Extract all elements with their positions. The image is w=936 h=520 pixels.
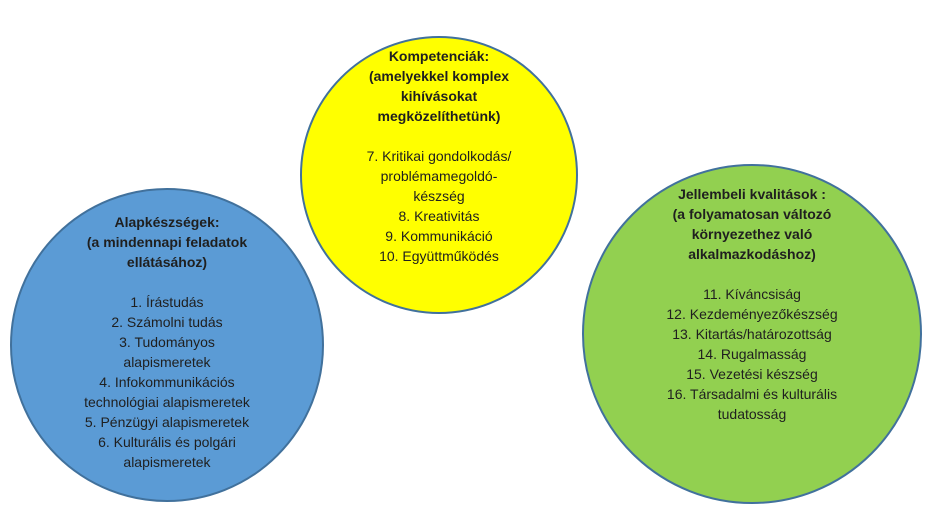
heading-line: megközelíthetünk) (377, 108, 501, 124)
item-line: 15. Vezetési készség (686, 366, 818, 382)
heading-line: (a mindennapi feladatok (86, 234, 248, 250)
list-item (367, 246, 512, 266)
basic-skills-circle (10, 188, 324, 502)
item-line: 8. Kreativitás (398, 208, 480, 224)
heading-line: Jellembeli kvalitások : (678, 186, 826, 202)
item-line: 6. Kulturális és polgári (98, 434, 236, 450)
item-line: 13. Kitartás/határozottság (672, 326, 832, 342)
item-line: technológiai alapismeretek (84, 394, 250, 410)
item-line: 9. Kommunikáció (385, 228, 493, 244)
item-line: 16. Társadalmi és kulturális (666, 386, 838, 402)
item-line: 1. Írástudás (130, 294, 204, 310)
list-item (367, 206, 512, 226)
item-line: 12. Kezdeményezőkészség (666, 306, 838, 322)
list-item (666, 324, 837, 344)
heading-line: alkalmazkodáshoz) (688, 246, 816, 262)
list-item (666, 364, 837, 384)
list-item (367, 226, 512, 246)
heading-line: ellátásához) (126, 254, 208, 270)
list-item (84, 432, 250, 472)
basic-skills-heading (87, 212, 247, 272)
heading-line: (amelyekkel komplex (368, 68, 510, 84)
item-line: 11. Kíváncsiság (703, 286, 801, 302)
item-line: tudatosság (717, 406, 787, 422)
heading-line: (a folyamatosan változó (672, 206, 832, 222)
competencies-list (367, 146, 512, 266)
item-line: 5. Pénzügyi alapismeretek (84, 414, 250, 430)
competencies-circle (300, 36, 578, 314)
list-item (84, 332, 250, 372)
list-item (666, 304, 837, 324)
basic-skills-list (84, 292, 250, 472)
character-qualities-list (666, 284, 837, 424)
item-line: alapismeretek (123, 354, 211, 370)
character-qualities-heading (673, 184, 832, 264)
item-line: alapismeretek (123, 454, 211, 470)
list-item (84, 412, 250, 432)
competencies-heading (369, 46, 509, 126)
list-item (666, 344, 837, 364)
item-line: problémamegoldó- (380, 168, 498, 184)
list-item (367, 146, 512, 206)
heading-line: környezethez való (691, 226, 813, 242)
item-line: 4. Infokommunikációs (99, 374, 235, 390)
item-line: 7. Kritikai gondolkodás/ (366, 148, 512, 164)
heading-line: Alapkészségek: (114, 214, 220, 230)
character-qualities-circle (582, 164, 922, 504)
item-line: 3. Tudományos (119, 334, 215, 350)
item-line: készség (413, 188, 465, 204)
list-item (666, 284, 837, 304)
heading-line: Kompetenciák: (388, 48, 490, 64)
list-item (84, 312, 250, 332)
list-item (666, 384, 837, 424)
list-item (84, 372, 250, 412)
list-item (84, 292, 250, 312)
item-line: 2. Számolni tudás (111, 314, 223, 330)
item-line: 10. Együttműködés (379, 248, 499, 264)
item-line: 14. Rugalmasság (697, 346, 807, 362)
heading-line: kihívásokat (400, 88, 478, 104)
